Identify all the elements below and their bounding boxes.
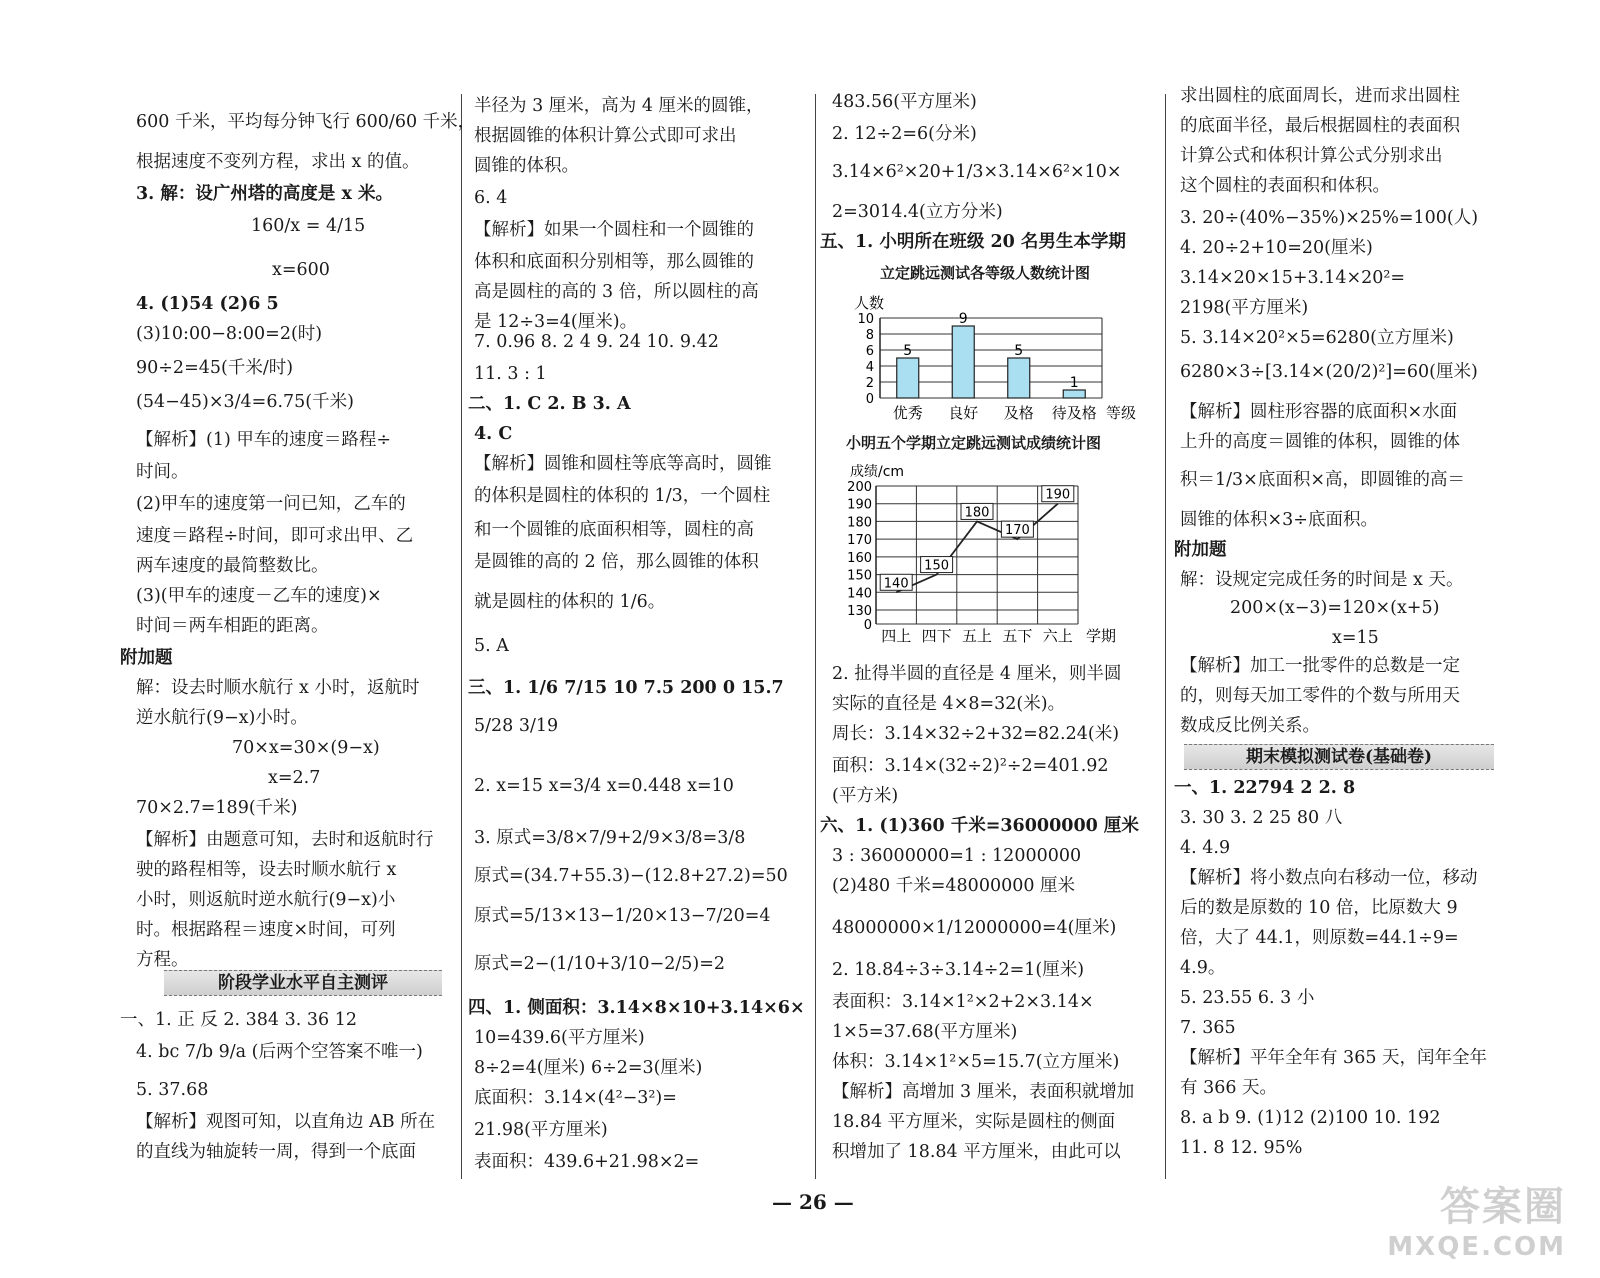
answer-line: 3 : 36000000=1 : 12000000 bbox=[832, 846, 1082, 866]
analysis-line: (2)甲车的速度第一问已知，乙车的 bbox=[136, 494, 406, 514]
analysis-line: 18.84 平方厘米，实际是圆柱的侧面 bbox=[832, 1112, 1116, 1132]
analysis-line: 的底面半径，最后根据圆柱的表面积 bbox=[1180, 116, 1460, 136]
answer-line: 2. 18.84÷3÷3.14÷2=1(厘米) bbox=[832, 960, 1085, 980]
watermark-text: 答案圈 bbox=[1440, 1184, 1566, 1230]
answer-line: 1×5=37.68(平方厘米) bbox=[832, 1022, 1018, 1042]
answer-line: 逆水航行(9−x)小时。 bbox=[136, 708, 308, 728]
answer-line: 7. 0.96 8. 2 4 9. 24 10. 9.42 bbox=[474, 332, 719, 352]
answer-line: 8. a b 9. (1)12 (2)100 10. 192 bbox=[1180, 1108, 1441, 1128]
answer-line: 面积：3.14×(32÷2)²÷2=401.92 bbox=[832, 756, 1109, 776]
analysis-line: 【解析】由题意可知，去时和返航时行 bbox=[136, 830, 434, 850]
answer-line: 3.14×6²×20+1/3×3.14×6²×10× bbox=[832, 162, 1122, 182]
answer-line: 六、1. (1)360 千米=36000000 厘米 bbox=[820, 816, 1139, 836]
x-tick-label: 五上 bbox=[961, 627, 993, 645]
analysis-line: 【解析】如果一个圆柱和一个圆锥的 bbox=[474, 220, 754, 240]
y-tick-label: 150 bbox=[847, 568, 872, 584]
answer-line: 三、1. 1/6 7/15 10 7.5 200 0 15.7 bbox=[468, 678, 784, 698]
bar bbox=[1063, 390, 1085, 398]
analysis-line: 这个圆柱的表面积和体积。 bbox=[1180, 176, 1390, 196]
answer-line: 90÷2=45(千米/时) bbox=[136, 358, 294, 378]
answer-line: 4. bc 7/b 9/a (后两个空答案不唯一) bbox=[136, 1042, 423, 1062]
y-tick-label: 170 bbox=[847, 533, 872, 549]
section-heading: 阶段学业水平自主测评 bbox=[164, 970, 442, 996]
bar-value-label: 1 bbox=[1069, 375, 1079, 391]
analysis-line: 就是圆柱的体积的 1/6。 bbox=[474, 592, 666, 612]
analysis-line: 【解析】圆柱形容器的底面积×水面 bbox=[1180, 402, 1458, 422]
bar bbox=[897, 358, 919, 398]
answer-line: 原式=5/13×13−1/20×13−7/20=4 bbox=[474, 906, 771, 926]
answer-line: 11. 8 12. 95% bbox=[1180, 1138, 1303, 1158]
y-tick-label: 4 bbox=[865, 360, 874, 375]
y-tick-label: 140 bbox=[847, 586, 872, 602]
answer-line: 五、1. 小明所在班级 20 名男生本学期 bbox=[820, 232, 1126, 252]
y-tick-label: 10 bbox=[857, 312, 874, 327]
analysis-line: 【解析】圆锥和圆柱等底等高时，圆锥 bbox=[474, 454, 772, 474]
answer-line: 一、1. 正 反 2. 384 3. 36 12 bbox=[120, 1010, 357, 1030]
analysis-line: 方程。 bbox=[136, 950, 189, 970]
answer-line: (平方米) bbox=[832, 786, 899, 806]
line-chart-title: 小明五个学期立定跳远测试成绩统计图 bbox=[846, 434, 1102, 452]
y-tick-label: 160 bbox=[847, 550, 872, 566]
x-tick-label: 五下 bbox=[1002, 627, 1033, 645]
answer-line: 半径为 3 厘米，高为 4 厘米的圆锥， bbox=[474, 96, 764, 116]
y-tick-label: 0 bbox=[863, 618, 872, 633]
answer-line: 70×2.7=189(千米) bbox=[136, 798, 298, 818]
y-tick-label: 6 bbox=[865, 344, 874, 359]
analysis-line: 积增加了 18.84 平方厘米，由此可以 bbox=[832, 1142, 1121, 1162]
answer-line: 3. 解：设广州塔的高度是 x 米。 bbox=[136, 184, 393, 204]
x-axis-label: 学期 bbox=[1086, 627, 1117, 645]
answer-line: 2198(平方厘米) bbox=[1180, 298, 1309, 318]
equation-line: 70×x=30×(9−x) bbox=[232, 738, 380, 758]
analysis-line: 倍，大了 44.1，则原数=44.1÷9= bbox=[1180, 928, 1459, 948]
y-tick-label: 190 bbox=[847, 497, 872, 513]
y-tick-label: 0 bbox=[865, 392, 874, 407]
answer-line: 4. 20÷2+10=20(厘米) bbox=[1180, 238, 1373, 258]
answer-line: 21.98(平方厘米) bbox=[474, 1120, 608, 1140]
answer-line: 实际的直径是 4×8=32(米)。 bbox=[832, 694, 1066, 714]
column-divider bbox=[1165, 94, 1166, 1179]
analysis-line: 体积和底面积分别相等，那么圆锥的 bbox=[474, 252, 754, 272]
analysis-line: 【解析】观图可知，以直角边 AB 所在 bbox=[136, 1112, 436, 1132]
analysis-line: 【解析】加工一批零件的总数是一定 bbox=[1180, 656, 1460, 676]
answer-line: 5. A bbox=[474, 636, 509, 656]
analysis-line: 的直线为轴旋转一周，得到一个底面 bbox=[136, 1142, 416, 1162]
analysis-line: 积＝1/3×底面积×高，即圆锥的高＝ bbox=[1180, 470, 1465, 490]
answer-line: 5. 37.68 bbox=[136, 1080, 209, 1100]
y-tick-label: 8 bbox=[865, 328, 874, 343]
answer-line: 4. (1)54 (2)6 5 bbox=[136, 294, 279, 314]
answer-line: 一、1. 22794 2 2. 8 bbox=[1174, 778, 1356, 798]
bar-chart bbox=[840, 290, 1160, 430]
analysis-line: 的体积是圆柱的体积的 1/3，一个圆柱 bbox=[474, 486, 771, 506]
bonus-heading: 附加题 bbox=[1174, 540, 1227, 560]
answer-line: 48000000×1/12000000=4(厘米) bbox=[832, 918, 1117, 938]
analysis-line: 后的数是原数的 10 倍，比原数大 9 bbox=[1180, 898, 1458, 918]
bar-value-label: 5 bbox=[903, 343, 913, 359]
data-label: 170 bbox=[1004, 523, 1030, 539]
answer-line: 5/28 3/19 bbox=[474, 716, 559, 736]
analysis-line: 有 366 天。 bbox=[1180, 1078, 1278, 1098]
x-tick-label: 及格 bbox=[1003, 404, 1034, 422]
answer-line: 2. 12÷2=6(分米) bbox=[832, 124, 977, 144]
answer-line: 600 千米，平均每分钟飞行 600/60 千米， bbox=[136, 112, 476, 132]
x-tick-label: 优秀 bbox=[892, 404, 923, 422]
analysis-line: 计算公式和体积计算公式分别求出 bbox=[1180, 146, 1443, 166]
equation-line: x=2.7 bbox=[268, 768, 321, 788]
answer-line: 原式=2−(1/10+3/10−2/5)=2 bbox=[474, 954, 725, 974]
answer-line: 表面积：3.14×1²×2+2×3.14× bbox=[832, 992, 1094, 1012]
answer-line: (2)480 千米=48000000 厘米 bbox=[832, 876, 1076, 896]
bar bbox=[1008, 358, 1030, 398]
analysis-line: 小时，则返航时逆水航行(9−x)小 bbox=[136, 890, 396, 910]
analysis-line: 是 12÷3=4(厘米)。 bbox=[474, 312, 638, 332]
answer-line: 8÷2=4(厘米) 6÷2=3(厘米) bbox=[474, 1058, 703, 1078]
y-tick-label: 2 bbox=[865, 376, 874, 391]
watermark-logo bbox=[1387, 1175, 1566, 1262]
answer-line: 2=3014.4(立方分米) bbox=[832, 202, 1003, 222]
answer-line: 3. 原式=3/8×7/9+2/9×3/8=3/8 bbox=[474, 828, 746, 848]
answer-line: 解：设规定完成任务的时间是 x 天。 bbox=[1180, 570, 1464, 590]
equation-line: x=600 bbox=[272, 260, 330, 280]
answer-line: (3)10:00−8:00=2(时) bbox=[136, 324, 323, 344]
page-number-value: 26 bbox=[798, 1190, 827, 1214]
answer-line: 体积：3.14×1²×5=15.7(立方厘米) bbox=[832, 1052, 1120, 1072]
answer-line: 圆锥的体积。 bbox=[474, 156, 579, 176]
answer-line: 根据圆锥的体积计算公式即可求出 bbox=[474, 126, 737, 146]
x-tick-label: 六上 bbox=[1042, 627, 1073, 645]
analysis-line: 驶的路程相等，设去时顺水航行 x bbox=[136, 860, 397, 880]
column-divider bbox=[461, 94, 462, 1179]
analysis-line: 上升的高度＝圆锥的体积，圆锥的体 bbox=[1180, 432, 1460, 452]
answer-line: 表面积：439.6+21.98×2= bbox=[474, 1152, 700, 1172]
analysis-line: 【解析】高增加 3 厘米，表面积就增加 bbox=[832, 1082, 1135, 1102]
analysis-line: 4.9。 bbox=[1180, 958, 1226, 978]
answer-line: 根据速度不变列方程，求出 x 的值。 bbox=[136, 152, 420, 172]
equation-line: 160/x = 4/15 bbox=[251, 216, 366, 236]
analysis-line: 高是圆柱的高的 3 倍，所以圆柱的高 bbox=[474, 282, 759, 302]
bar-value-label: 5 bbox=[1014, 343, 1024, 359]
bonus-heading: 附加题 bbox=[120, 648, 173, 668]
y-axis-label: 成绩/cm bbox=[850, 464, 905, 480]
answer-line: (54−45)×3/4=6.75(千米) bbox=[136, 392, 354, 412]
answer-line: 二、1. C 2. B 3. A bbox=[468, 394, 631, 414]
analysis-line: 和一个圆锥的底面积相等，圆柱的高 bbox=[474, 520, 754, 540]
answer-line: 11. 3 : 1 bbox=[474, 364, 547, 384]
analysis-line: 【解析】(1) 甲车的速度＝路程÷ bbox=[136, 430, 392, 450]
answer-line: 3. 30 3. 2 25 80 八 bbox=[1180, 808, 1343, 828]
analysis-line: (3)(甲车的速度－乙车的速度)× bbox=[136, 586, 382, 606]
analysis-line: 的，则每天加工零件的个数与所用天 bbox=[1180, 686, 1460, 706]
answer-line: 4. C bbox=[474, 424, 513, 444]
answer-line: 6. 4 bbox=[474, 188, 508, 208]
bar bbox=[952, 326, 974, 398]
answer-line: 四、1. 侧面积：3.14×8×10+3.14×6× bbox=[468, 998, 805, 1018]
section-heading: 期末模拟测试卷(基础卷) bbox=[1184, 744, 1494, 770]
data-label: 150 bbox=[924, 558, 950, 574]
line-chart bbox=[840, 460, 1160, 650]
page-number: — 26 — bbox=[772, 1190, 854, 1214]
bar-chart-title: 立定跳远测试各等级人数统计图 bbox=[880, 264, 1091, 282]
answer-line: 底面积：3.14×(4²−3²)= bbox=[474, 1088, 677, 1108]
answer-line: 3. 20÷(40%−35%)×25%=100(人) bbox=[1180, 208, 1479, 228]
analysis-line: 是圆锥的高的 2 倍，那么圆锥的体积 bbox=[474, 552, 759, 572]
answer-line: 3.14×20×15+3.14×20²= bbox=[1180, 268, 1406, 288]
answer-line: 7. 365 bbox=[1180, 1018, 1236, 1038]
x-tick-label: 四下 bbox=[921, 627, 952, 645]
answer-line: 原式=(34.7+55.3)−(12.8+27.2)=50 bbox=[474, 866, 788, 886]
column-divider bbox=[815, 94, 816, 1179]
analysis-line: 【解析】将小数点向右移动一位，移动 bbox=[1180, 868, 1478, 888]
analysis-line: 两车速度的最简整数比。 bbox=[136, 556, 329, 576]
analysis-line: 速度＝路程÷时间，即可求出甲、乙 bbox=[136, 526, 414, 546]
analysis-line: 时。根据路程＝速度×时间，可列 bbox=[136, 920, 396, 940]
answer-line: 483.56(平方厘米) bbox=[832, 92, 977, 112]
answer-line: 2. x=15 x=3/4 x=0.448 x=10 bbox=[474, 776, 734, 796]
answer-line: 解：设去时顺水航行 x 小时，返航时 bbox=[136, 678, 420, 698]
analysis-line: 【解析】平年全年有 365 天，闰年全年 bbox=[1180, 1048, 1488, 1068]
equation-line: 200×(x−3)=120×(x+5) bbox=[1230, 598, 1440, 618]
equation-line: x=15 bbox=[1332, 628, 1379, 648]
answer-line: 周长：3.14×32÷2+32=82.24(米) bbox=[832, 724, 1120, 744]
data-label: 140 bbox=[883, 576, 909, 592]
bar-value-label: 9 bbox=[958, 311, 968, 327]
answer-line: 4. 4.9 bbox=[1180, 838, 1231, 858]
answer-line: 5. 23.55 6. 3 小 bbox=[1180, 988, 1315, 1008]
analysis-line: 数成反比例关系。 bbox=[1180, 716, 1320, 736]
analysis-line: 求出圆柱的底面周长，进而求出圆柱 bbox=[1180, 86, 1460, 106]
analysis-line: 时间。 bbox=[136, 462, 189, 482]
watermark-url: MXQE.COM bbox=[1387, 1232, 1566, 1262]
answer-line: 10=439.6(平方厘米) bbox=[474, 1028, 645, 1048]
answer-line: 5. 3.14×20²×5=6280(立方厘米) bbox=[1180, 328, 1454, 348]
data-label: 190 bbox=[1045, 487, 1071, 503]
y-tick-label: 180 bbox=[847, 515, 872, 531]
x-tick-label: 待及格 bbox=[1051, 404, 1097, 422]
y-tick-label: 200 bbox=[847, 480, 872, 495]
y-tick-label: 130 bbox=[847, 604, 872, 619]
x-tick-label: 良好 bbox=[948, 404, 979, 422]
answer-line: 2. 扯得半圆的直径是 4 厘米，则半圆 bbox=[832, 664, 1122, 684]
data-label: 180 bbox=[964, 505, 990, 521]
answer-line: 6280×3÷[3.14×(20/2)²]=60(厘米) bbox=[1180, 362, 1478, 382]
x-tick-label: 四上 bbox=[881, 627, 912, 645]
analysis-line: 时间＝两车相距的距离。 bbox=[136, 616, 329, 636]
y-axis-label: 人数 bbox=[854, 294, 885, 312]
x-axis-label: 等级 bbox=[1106, 404, 1137, 422]
analysis-line: 圆锥的体积×3÷底面积。 bbox=[1180, 510, 1378, 530]
